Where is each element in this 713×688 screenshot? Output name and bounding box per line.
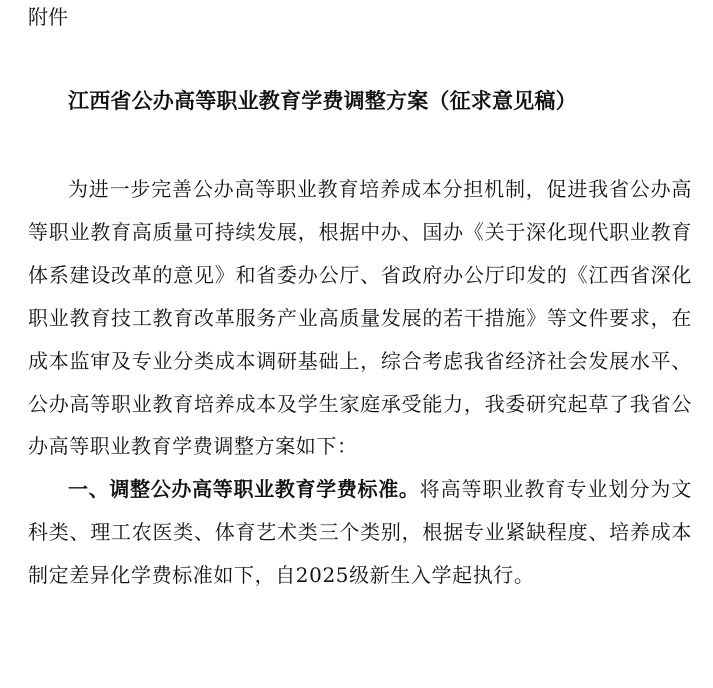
document-body — [28, 168, 692, 597]
attachment-label: 附件 — [28, 5, 68, 29]
section-one-paragraph — [28, 468, 692, 597]
section-one-heading: 一、调整公办高等职业教育学费标准。 — [68, 477, 420, 502]
section-one-text: 将高等职业教育专业划分为文科类、理工农医类、体育艺术类三个类别，根据专业紧缺程度、培养成本制定差异化学费标准如下，自2025级新生入学起执行。 — [28, 477, 692, 588]
intro-paragraph: 为进一步完善公办高等职业教育培养成本分担机制，促进我省公办高等职业教育高质量可持续发展，根据中办、国办《关于深化现代职业教育体系建设改革的意见》和省委办公厅、省政府办公厅印发的《江西省深化职业教育技工教育改革服务产业高质量发展的若干措施》等文件要求，在成本监审及专业分类成本调研基础上，综合考虑我省经济社会发展水平、公办高等职业教育培养成本及学生家庭承受能力，我委研究起草了我省公办高等职业教育学费调整方案如下： — [28, 177, 692, 459]
document-title: 江西省公办高等职业教育学费调整方案（征求意见稿） — [68, 89, 577, 113]
